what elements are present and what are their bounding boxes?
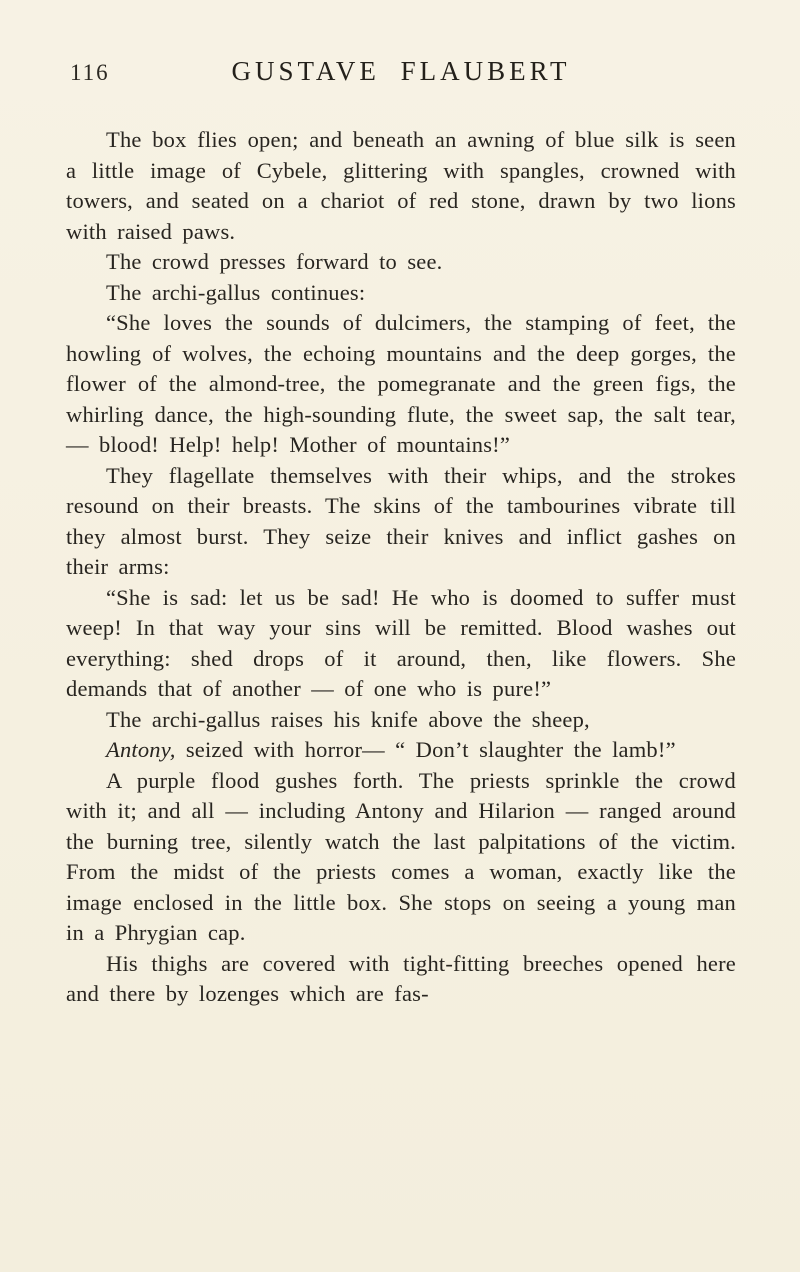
paragraph-text: The archi-gallus continues: bbox=[106, 279, 366, 305]
paragraph bbox=[66, 705, 736, 736]
paragraph-text: “She is sad: let us be sad! He who is doomed to suffer must weep! In that way your sins will be remitted. Blood washes out everything: shed drops of it around, then, like flowers. She demands that of another — of one who is pure!” bbox=[66, 584, 736, 701]
character-name-text: Antony, bbox=[106, 737, 176, 762]
page-number: 116 bbox=[70, 60, 110, 85]
paragraph bbox=[66, 308, 736, 461]
running-title: GUSTAVE FLAUBERT bbox=[231, 56, 571, 86]
paragraph-text: A purple flood gushes forth. The priests sprinkle the crowd with it; and all — including Antony and Hilarion — ranged around the burning tree, silently watch the last palpitations of the victim. From the midst of the priests comes a woman, exactly like the image enclosed in the little box. She stops on seeing a young man in a Phrygian cap. bbox=[66, 767, 736, 945]
paragraph-text: The crowd presses forward to see. bbox=[106, 249, 443, 274]
page-body bbox=[66, 125, 736, 1010]
page-header bbox=[66, 56, 736, 87]
paragraph bbox=[66, 949, 736, 1010]
paragraph bbox=[66, 247, 736, 278]
paragraph bbox=[66, 125, 736, 247]
paragraph-text: The archi-gallus raises his knife above the sheep, bbox=[106, 706, 590, 732]
paragraph-text: They flagellate themselves with their whips, and the strokes resound on their breasts. The skins of the tambourines vibrate till they almost burst. They seize their knives and inflict gashes on their arms: bbox=[66, 462, 736, 579]
paragraph bbox=[66, 278, 736, 309]
paragraph-text: “She loves the sounds of dulcimers, the stamping of feet, the howling of wolves, the echoing mountains and the deep gorges, the flower of the almond-tree, the pomegranate and the green figs, the whirling dance, the high-sounding flute, the sweet sap, the salt tear,— blood! Help! help! Mother of mountains!” bbox=[66, 310, 736, 457]
paragraph bbox=[66, 766, 736, 949]
paragraph bbox=[66, 583, 736, 705]
paragraph bbox=[66, 461, 736, 583]
paragraph-text: seized with horror— “ Don’t slaughter the lamb!” bbox=[175, 737, 676, 762]
paragraph-text: His thighs are covered with tight-fitting breeches opened here and there by lozenges which are fas- bbox=[66, 950, 736, 1006]
paragraph-text: The box flies open; and beneath an awning of blue silk is seen a little image of Cybele, glittering with spangles, crowned with towers, and seated on a chariot of red stone, drawn by two lions with raised paws. bbox=[66, 127, 736, 244]
paragraph bbox=[66, 735, 736, 766]
